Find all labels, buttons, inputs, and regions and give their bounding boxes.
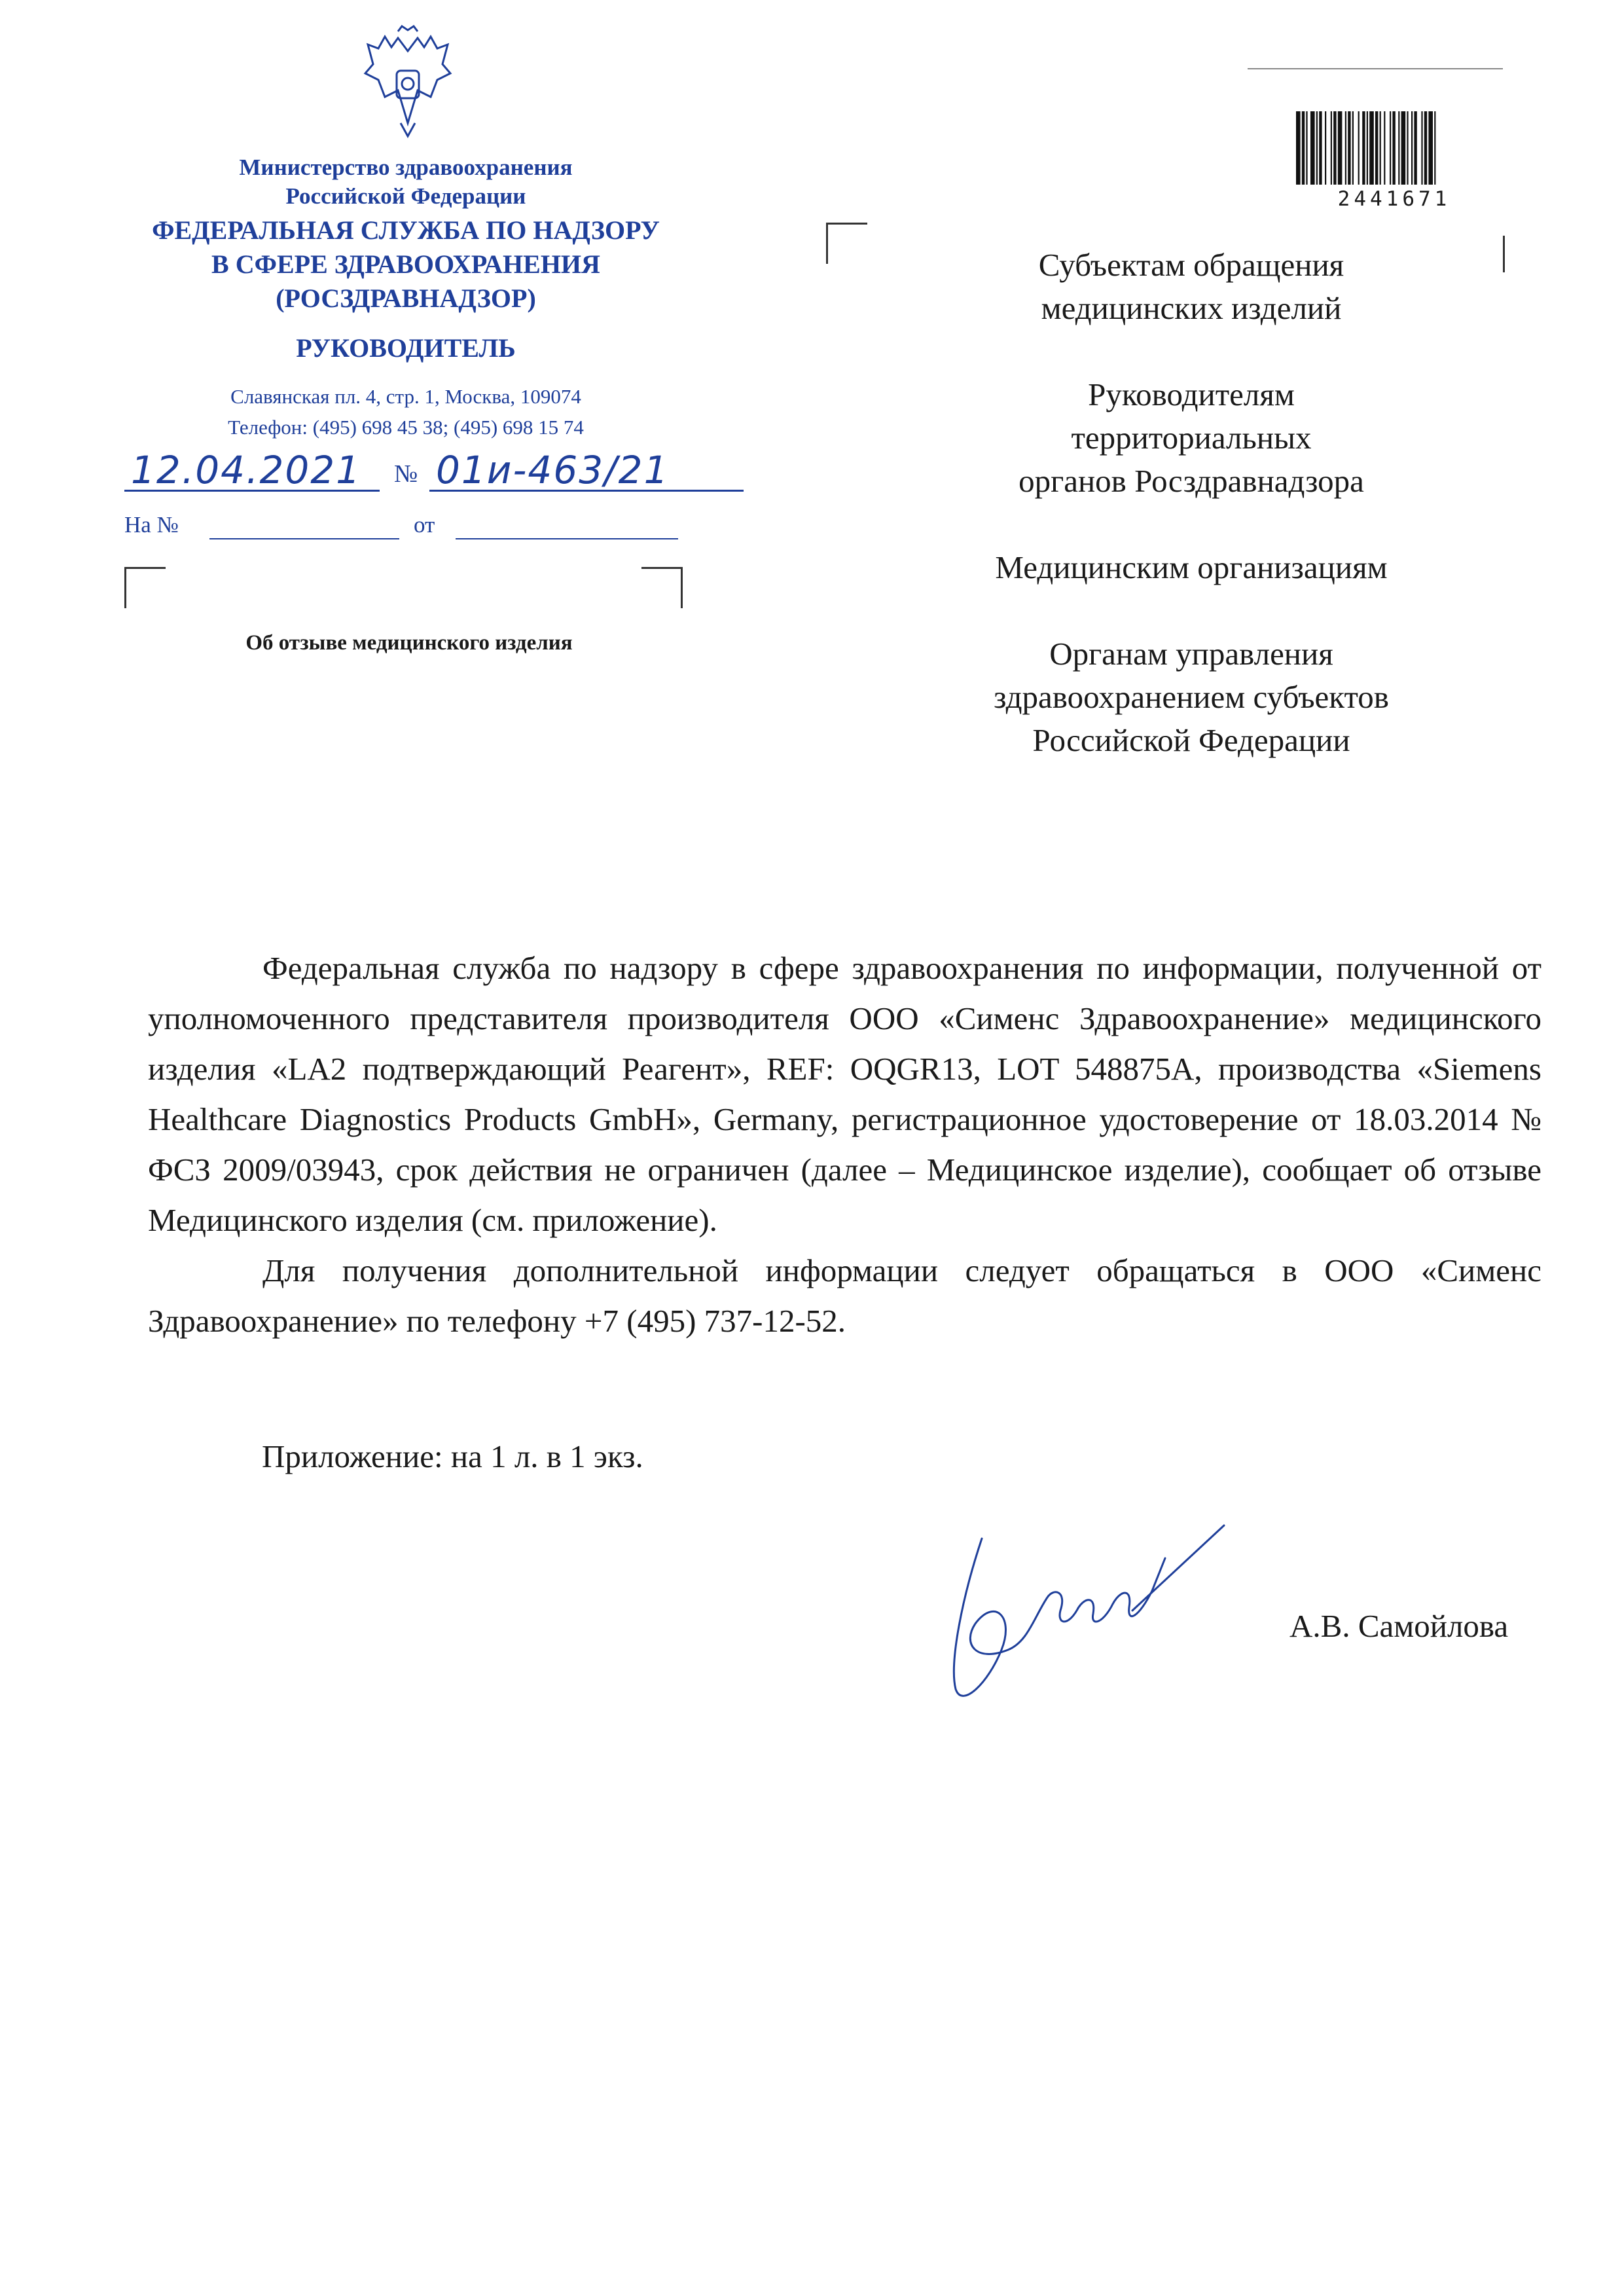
barcode-bar xyxy=(1325,111,1326,185)
letter-subject: Об отзыве медицинского изделия xyxy=(245,631,573,655)
barcode-bar xyxy=(1352,111,1354,185)
service-line-3: (РОСЗДРАВНАДЗОР) xyxy=(276,283,536,313)
signer-name: А.В. Самойлова xyxy=(1289,1608,1509,1644)
letter-body xyxy=(148,943,1541,1346)
barcode-bar xyxy=(1296,111,1301,185)
head-title: РУКОВОДИТЕЛЬ xyxy=(296,333,516,363)
reference-number-label: На № xyxy=(124,512,179,538)
barcode-bar xyxy=(1392,111,1395,185)
reference-date-label: от xyxy=(414,512,435,538)
recipient-2-line-2: территориальных xyxy=(1071,420,1312,456)
recipient-corner-mark-left xyxy=(826,223,867,264)
corner-mark-top-right xyxy=(641,567,683,608)
registration-number: 01и-463/21 xyxy=(436,448,670,492)
body-paragraph-2: Для получения дополнительной информации следует обращаться в ООО «Сименс Здравоохранение» по телефону +7 (495) 737-12-52. xyxy=(148,1252,1541,1339)
service-line-1: ФЕДЕРАЛЬНАЯ СЛУЖБА ПО НАДЗОРУ xyxy=(152,215,660,245)
registration-line xyxy=(124,445,759,498)
barcode-bar xyxy=(1384,111,1385,185)
barcode-number: 2441671 xyxy=(1337,187,1451,211)
barcode-bar xyxy=(1348,111,1350,185)
barcode-bar xyxy=(1375,111,1378,185)
barcode-bar xyxy=(1390,111,1391,185)
ministry-name xyxy=(124,153,687,211)
barcode-bar xyxy=(1434,111,1435,185)
reference-line xyxy=(124,512,700,545)
barcode-bar xyxy=(1428,111,1433,185)
barcode-bar xyxy=(1333,111,1336,185)
ministry-line-1: Министерство здравоохранения xyxy=(239,155,573,180)
recipient-4-line-1: Органам управления xyxy=(1049,636,1333,672)
barcode-rule xyxy=(1248,68,1503,69)
recipient-1-line-1: Субъектам обращения xyxy=(1038,247,1344,283)
coat-of-arms-emblem xyxy=(359,25,457,140)
barcode xyxy=(1296,111,1492,185)
recipient-1 xyxy=(903,244,1479,330)
barcode-bar xyxy=(1358,111,1360,185)
barcode-bar xyxy=(1302,111,1305,185)
ministry-line-2: Российской Федерации xyxy=(285,183,526,209)
handwritten-signature xyxy=(936,1519,1237,1715)
service-line-2: В СФЕРЕ ЗДРАВООХРАНЕНИЯ xyxy=(211,249,600,279)
registration-date: 12.04.2021 xyxy=(131,448,362,492)
barcode-bar xyxy=(1421,111,1422,185)
recipients-block xyxy=(903,244,1479,805)
barcode-bar xyxy=(1414,111,1416,185)
barcode-bar xyxy=(1319,111,1322,185)
barcode-bar xyxy=(1367,111,1368,185)
recipient-4-line-2: здравоохранением субъектов xyxy=(994,679,1389,715)
barcode-bar xyxy=(1306,111,1307,185)
recipient-3-line-1: Медицинским организациям xyxy=(995,549,1388,585)
recipient-4-line-3: Российской Федерации xyxy=(1032,722,1350,758)
barcode-bar xyxy=(1380,111,1381,185)
barcode-bar xyxy=(1369,111,1374,185)
recipient-3 xyxy=(903,546,1479,589)
recipient-corner-mark-right xyxy=(1503,236,1505,272)
barcode-bar xyxy=(1345,111,1346,185)
recipient-2-line-1: Руководителям xyxy=(1088,376,1295,412)
barcode-bar xyxy=(1398,111,1399,185)
barcode-bar xyxy=(1407,111,1408,185)
barcode-bar xyxy=(1411,111,1413,185)
barcode-bar xyxy=(1401,111,1406,185)
barcode-bar xyxy=(1331,111,1332,185)
barcode-bar xyxy=(1316,111,1318,185)
recipient-2 xyxy=(903,373,1479,503)
recipient-4 xyxy=(903,632,1479,762)
address-block xyxy=(124,381,687,443)
number-sign: № xyxy=(394,460,418,488)
recipient-2-line-3: органов Росздравнадзора xyxy=(1018,463,1364,499)
address: Славянская пл. 4, стр. 1, Москва, 109074 xyxy=(230,385,581,408)
body-paragraph-1: Федеральная служба по надзору в сфере здравоохранения по информации, полученной от уполномоченного представителя производителя ООО «Сименс Здравоохранение» медицинского изделия «LA2 подтверждающий Реагент», REF: OQGR13, LOT 548875A, производства «Siemens Healthcare Diagnostics Products GmbH», Germany, регистрационное удостоверение от 18.03.2014 № ФСЗ 2009/03943, срок действия не ограничен (далее – Медицинское изделие), сообщает об отзыве Медицинского изделия (см. приложение). xyxy=(148,950,1541,1238)
barcode-bar xyxy=(1310,111,1315,185)
phone: Телефон: (495) 698 45 38; (495) 698 15 74 xyxy=(228,416,584,439)
attachment-note: Приложение: на 1 л. в 1 экз. xyxy=(262,1438,643,1474)
service-name xyxy=(98,213,713,316)
recipient-1-line-2: медицинских изделий xyxy=(1041,290,1342,326)
barcode-bar xyxy=(1424,111,1427,185)
corner-mark-top-left xyxy=(124,567,166,608)
barcode-bar xyxy=(1362,111,1365,185)
barcode-bar xyxy=(1338,111,1343,185)
